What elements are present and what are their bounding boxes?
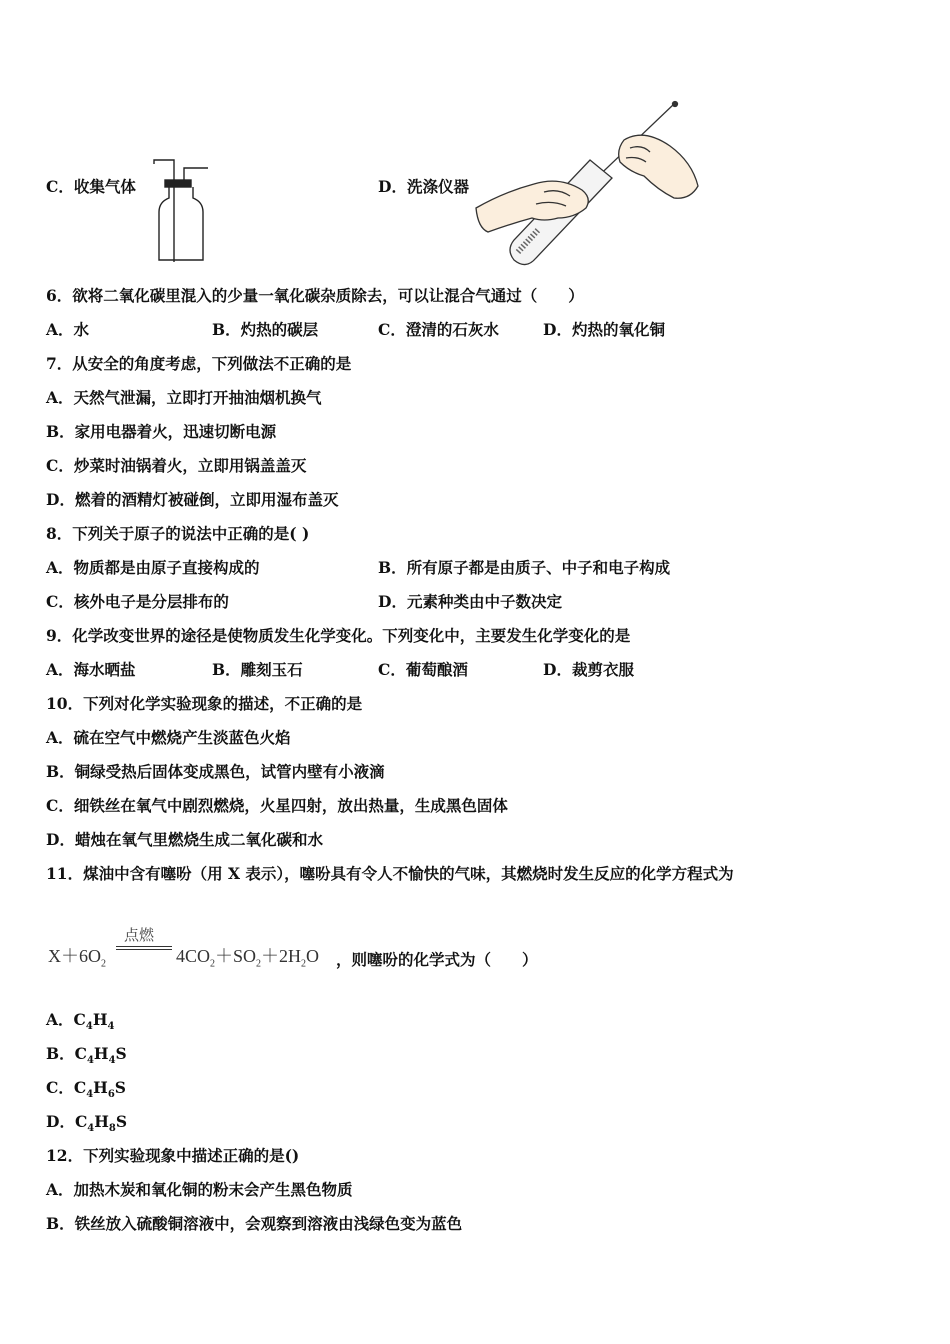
q5-option-d: D．洗涤仪器 (378, 177, 469, 196)
q10-stem: 10．下列对化学实验现象的描述，不正确的是 (46, 694, 363, 713)
washing-test-tube-figure (474, 100, 700, 270)
q6-option-b: B．灼热的碳层 (212, 320, 319, 339)
q9-stem: 9．化学改变世界的途径是使物质发生化学变化。下列变化中，主要发生化学变化的是 (46, 626, 631, 645)
q11-stem: 11．煤油中含有噻吩（用 X 表示），噻吩具有令人不愉快的气味，其燃烧时发生反应的化学方程式为 (46, 864, 734, 883)
equation-rhs: $4CO_2+SO_2+2H_2O$ (176, 946, 320, 970)
q7-option-c: C．炒菜时油锅着火，立即用锅盖盖灭 (46, 456, 307, 475)
equation-bar-bottom (116, 949, 172, 950)
q11-question-tail: ，则噻吩的化学式为（ ） (336, 950, 538, 969)
gas-collection-bottle-figure (150, 158, 212, 266)
q7-option-d: D．燃着的酒精灯被碰倒，立即用湿布盖灭 (46, 490, 339, 509)
q12-option-a: A．加热木炭和氧化铜的粉末会产生黑色物质 (46, 1180, 353, 1199)
q10-option-b: B．铜绿受热后固体变成黑色，试管内壁有小液滴 (46, 762, 385, 781)
q9-option-b: B．雕刻玉石 (212, 660, 303, 679)
q10-option-c: C．细铁丝在氧气中剧烈燃烧，火星四射，放出热量，生成黑色固体 (46, 796, 508, 815)
q8-option-c: C．核外电子是分层排布的 (46, 592, 229, 611)
q6-stem: 6．欲将二氧化碳里混入的少量一氧化碳杂质除去，可以让混合气通过（ ） (46, 286, 584, 305)
q6-option-d: D．灼热的氧化铜 (543, 320, 665, 339)
q9-option-c: C．葡萄酿酒 (378, 660, 468, 679)
q11-option-d: D．$C_4H_8S$ (46, 1112, 128, 1135)
q11-option-a: A．$C_4H_4$ (46, 1010, 115, 1033)
q9-option-d: D．裁剪衣服 (543, 660, 634, 679)
q7-option-b: B．家用电器着火，迅速切断电源 (46, 422, 277, 441)
q11-option-c: C．$C_4H_6S$ (46, 1078, 126, 1101)
q12-stem: 12．下列实验现象中描述正确的是() (46, 1146, 300, 1165)
equation-bar-top (116, 946, 172, 947)
q8-stem: 8．下列关于原子的说法中正确的是( ) (46, 524, 310, 543)
q11-option-b: B．$C_4H_4S$ (46, 1044, 127, 1067)
q8-option-a: A．物质都是由原子直接构成的 (46, 558, 260, 577)
q7-stem: 7．从安全的角度考虑，下列做法不正确的是 (46, 354, 352, 373)
q10-option-a: A．硫在空气中燃烧产生淡蓝色火焰 (46, 728, 291, 747)
q6-option-a: A．水 (46, 320, 90, 339)
q11-chemical-equation (48, 922, 648, 982)
q5-option-c: C．收集气体 (46, 177, 136, 196)
q8-option-b: B．所有原子都是由质子、中子和电子构成 (378, 558, 671, 577)
q9-option-a: A．海水晒盐 (46, 660, 136, 679)
reaction-condition: 点燃 (124, 926, 155, 944)
equation-lhs: $X+6O_2$ (48, 946, 106, 970)
q10-option-d: D．蜡烛在氧气里燃烧生成二氧化碳和水 (46, 830, 323, 849)
q12-option-b: B．铁丝放入硫酸铜溶液中，会观察到溶液由浅绿色变为蓝色 (46, 1214, 463, 1233)
q7-option-a: A．天然气泄漏，立即打开抽油烟机换气 (46, 388, 322, 407)
q8-option-d: D．元素种类由中子数决定 (378, 592, 562, 611)
q6-option-c: C．澄清的石灰水 (378, 320, 499, 339)
